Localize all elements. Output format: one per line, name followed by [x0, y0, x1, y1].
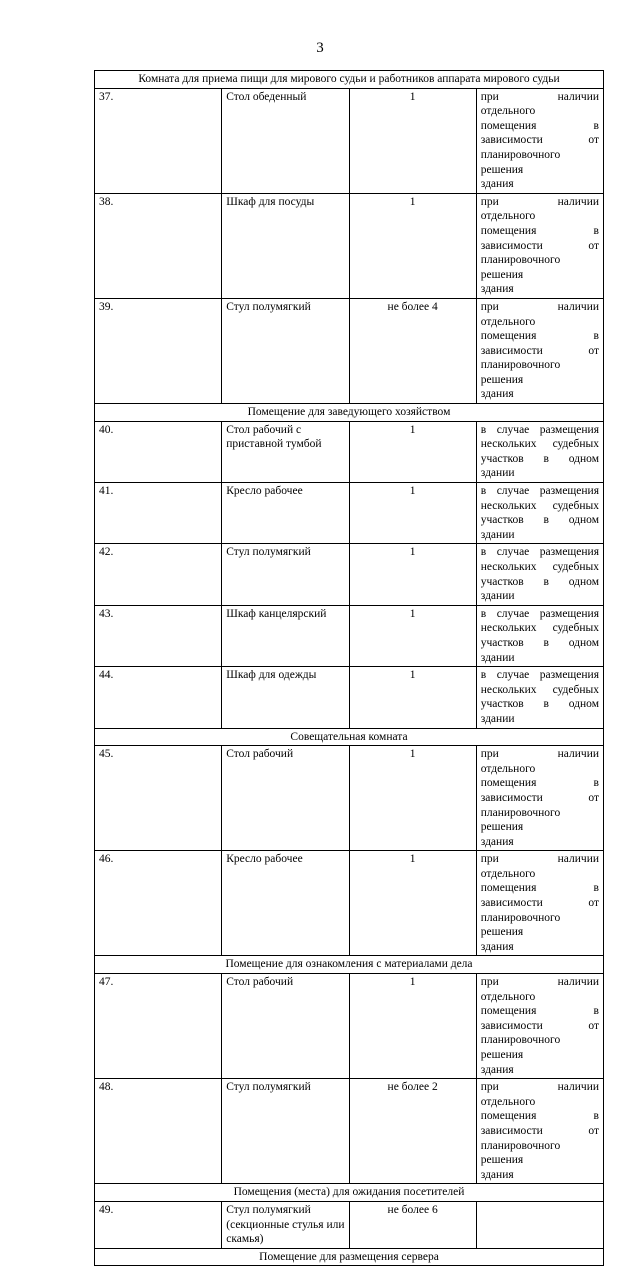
table-row	[95, 1201, 604, 1248]
table-body	[95, 71, 604, 1266]
item-name: Шкаф для одежды	[222, 667, 349, 728]
item-note	[476, 421, 603, 482]
row-number: 37.	[95, 88, 222, 193]
table-row	[95, 193, 604, 298]
item-name: Кресло рабочее	[222, 483, 349, 544]
note-line: планировочного решения	[480, 1139, 561, 1167]
row-number: 40.	[95, 421, 222, 482]
table-row	[95, 851, 604, 956]
row-number: 48.	[95, 1079, 222, 1184]
table-row	[95, 544, 604, 605]
row-number: 38.	[95, 193, 222, 298]
note-line: помещения в зависимости от	[480, 330, 599, 357]
note-line: помещения в зависимости от	[480, 119, 599, 147]
row-number: 39.	[95, 298, 222, 403]
section-header-row	[95, 404, 604, 422]
table-row	[95, 88, 604, 193]
note-line: здания	[480, 283, 514, 296]
table-row	[95, 746, 604, 851]
section-header-row	[95, 1184, 604, 1202]
note-line: участков в одном здании	[480, 636, 599, 664]
note-line: планировочного решения	[480, 806, 561, 834]
note-line: помещения в зависимости от	[480, 1110, 599, 1137]
item-quantity: 1	[349, 746, 476, 851]
note-line: помещения в зависимости от	[480, 777, 599, 804]
item-note	[476, 88, 603, 193]
item-name: Стул полумягкий	[222, 298, 349, 403]
note-line: планировочного решения	[480, 359, 561, 386]
note-line: планировочного решения	[480, 911, 561, 939]
note-line: в случае размещения	[480, 485, 599, 498]
item-note	[476, 483, 603, 544]
item-note	[476, 605, 603, 666]
note-line: здания	[480, 388, 514, 401]
section-title: Совещательная комната	[95, 728, 604, 746]
item-quantity: 1	[349, 544, 476, 605]
note-line: планировочного решения	[480, 254, 561, 281]
item-quantity: не более 4	[349, 298, 476, 403]
table-row	[95, 421, 604, 482]
row-number: 43.	[95, 605, 222, 666]
note-line: при наличии отдельного	[480, 748, 599, 775]
note-line: в случае размещения	[480, 546, 599, 559]
row-number: 41.	[95, 483, 222, 544]
item-name: Стол рабочий	[222, 974, 349, 1079]
table-row	[95, 974, 604, 1079]
item-note	[476, 193, 603, 298]
item-name: Стул полумягкий (секционные стулья или скамья)	[222, 1201, 349, 1248]
note-line: при наличии отдельного	[480, 90, 599, 118]
section-title: Помещение для заведующего хозяйством	[95, 404, 604, 422]
note-line: нескольких судебных	[480, 499, 599, 512]
note-line: помещения в зависимости от	[480, 882, 599, 910]
item-name: Стол обеденный	[222, 88, 349, 193]
page-number: 3	[316, 40, 324, 56]
note-line: в случае размещения	[480, 423, 599, 436]
note-line: здания	[480, 178, 514, 191]
note-line: нескольких судебных	[480, 622, 599, 635]
item-quantity: не более 6	[349, 1201, 476, 1248]
section-title: Комната для приема пищи для мирового судьи и работников аппарата мирового судьи	[95, 71, 604, 89]
note-line: при наличии отдельного	[480, 300, 599, 328]
note-line: помещения в зависимости от	[480, 224, 599, 252]
section-header-row	[95, 71, 604, 89]
row-number: 49.	[95, 1201, 222, 1248]
note-line: в случае размещения	[480, 607, 599, 620]
item-quantity: не более 2	[349, 1079, 476, 1184]
item-name: Шкаф для посуды	[222, 193, 349, 298]
table-row	[95, 1079, 604, 1184]
equipment-table	[94, 70, 604, 1266]
section-title: Помещения (места) для ожидания посетителей	[95, 1184, 604, 1202]
item-name: Стол рабочий	[222, 746, 349, 851]
item-quantity: 1	[349, 974, 476, 1079]
row-number: 47.	[95, 974, 222, 1079]
table-row	[95, 298, 604, 403]
note-line: при наличии отдельного	[480, 195, 599, 223]
note-line: нескольких судебных	[480, 438, 599, 451]
item-quantity: 1	[349, 483, 476, 544]
item-name: Стул полумягкий	[222, 1079, 349, 1184]
item-quantity: 1	[349, 605, 476, 666]
row-number: 46.	[95, 851, 222, 956]
section-title: Помещение для ознакомления с материалами дела	[95, 956, 604, 974]
item-name: Кресло рабочее	[222, 851, 349, 956]
note-line: участков в одном здании	[480, 698, 599, 725]
item-note	[476, 1201, 603, 1248]
table-row	[95, 667, 604, 728]
note-line: участков в одном здании	[480, 514, 599, 541]
item-note	[476, 974, 603, 1079]
item-quantity: 1	[349, 851, 476, 956]
note-line: помещения в зависимости от	[480, 1005, 599, 1032]
item-note	[476, 1079, 603, 1184]
item-note	[476, 746, 603, 851]
item-name: Стол рабочий с приставной тумбой	[222, 421, 349, 482]
table-row	[95, 483, 604, 544]
table-row	[95, 605, 604, 666]
item-quantity: 1	[349, 667, 476, 728]
item-note	[476, 298, 603, 403]
note-line: при наличии отдельного	[480, 853, 599, 880]
item-quantity: 1	[349, 421, 476, 482]
note-line: здания	[480, 835, 514, 848]
item-note	[476, 544, 603, 605]
section-header-row	[95, 956, 604, 974]
row-number: 44.	[95, 667, 222, 728]
section-title: Помещение для размещения сервера	[95, 1248, 604, 1266]
note-line: участков в одном здании	[480, 452, 599, 480]
note-line: здания	[480, 1063, 514, 1076]
item-quantity: 1	[349, 88, 476, 193]
note-line: планировочного решения	[480, 1034, 561, 1061]
note-line: планировочного решения	[480, 148, 561, 176]
item-note	[476, 851, 603, 956]
item-quantity: 1	[349, 193, 476, 298]
note-line: здания	[480, 940, 514, 953]
note-line: при наличии отдельного	[480, 1081, 599, 1108]
note-line: в случае размещения	[480, 669, 599, 682]
section-header-row	[95, 1248, 604, 1266]
row-number: 42.	[95, 544, 222, 605]
note-line: нескольких судебных	[480, 561, 599, 573]
item-name: Стул полумягкий	[222, 544, 349, 605]
note-line: при наличии отдельного	[480, 976, 599, 1003]
note-line: нескольких судебных	[480, 683, 599, 696]
item-note	[476, 667, 603, 728]
section-header-row	[95, 728, 604, 746]
note-line: здания	[480, 1168, 514, 1181]
row-number: 45.	[95, 746, 222, 851]
note-line: участков в одном здании	[480, 575, 599, 603]
item-name: Шкаф канцелярский	[222, 605, 349, 666]
